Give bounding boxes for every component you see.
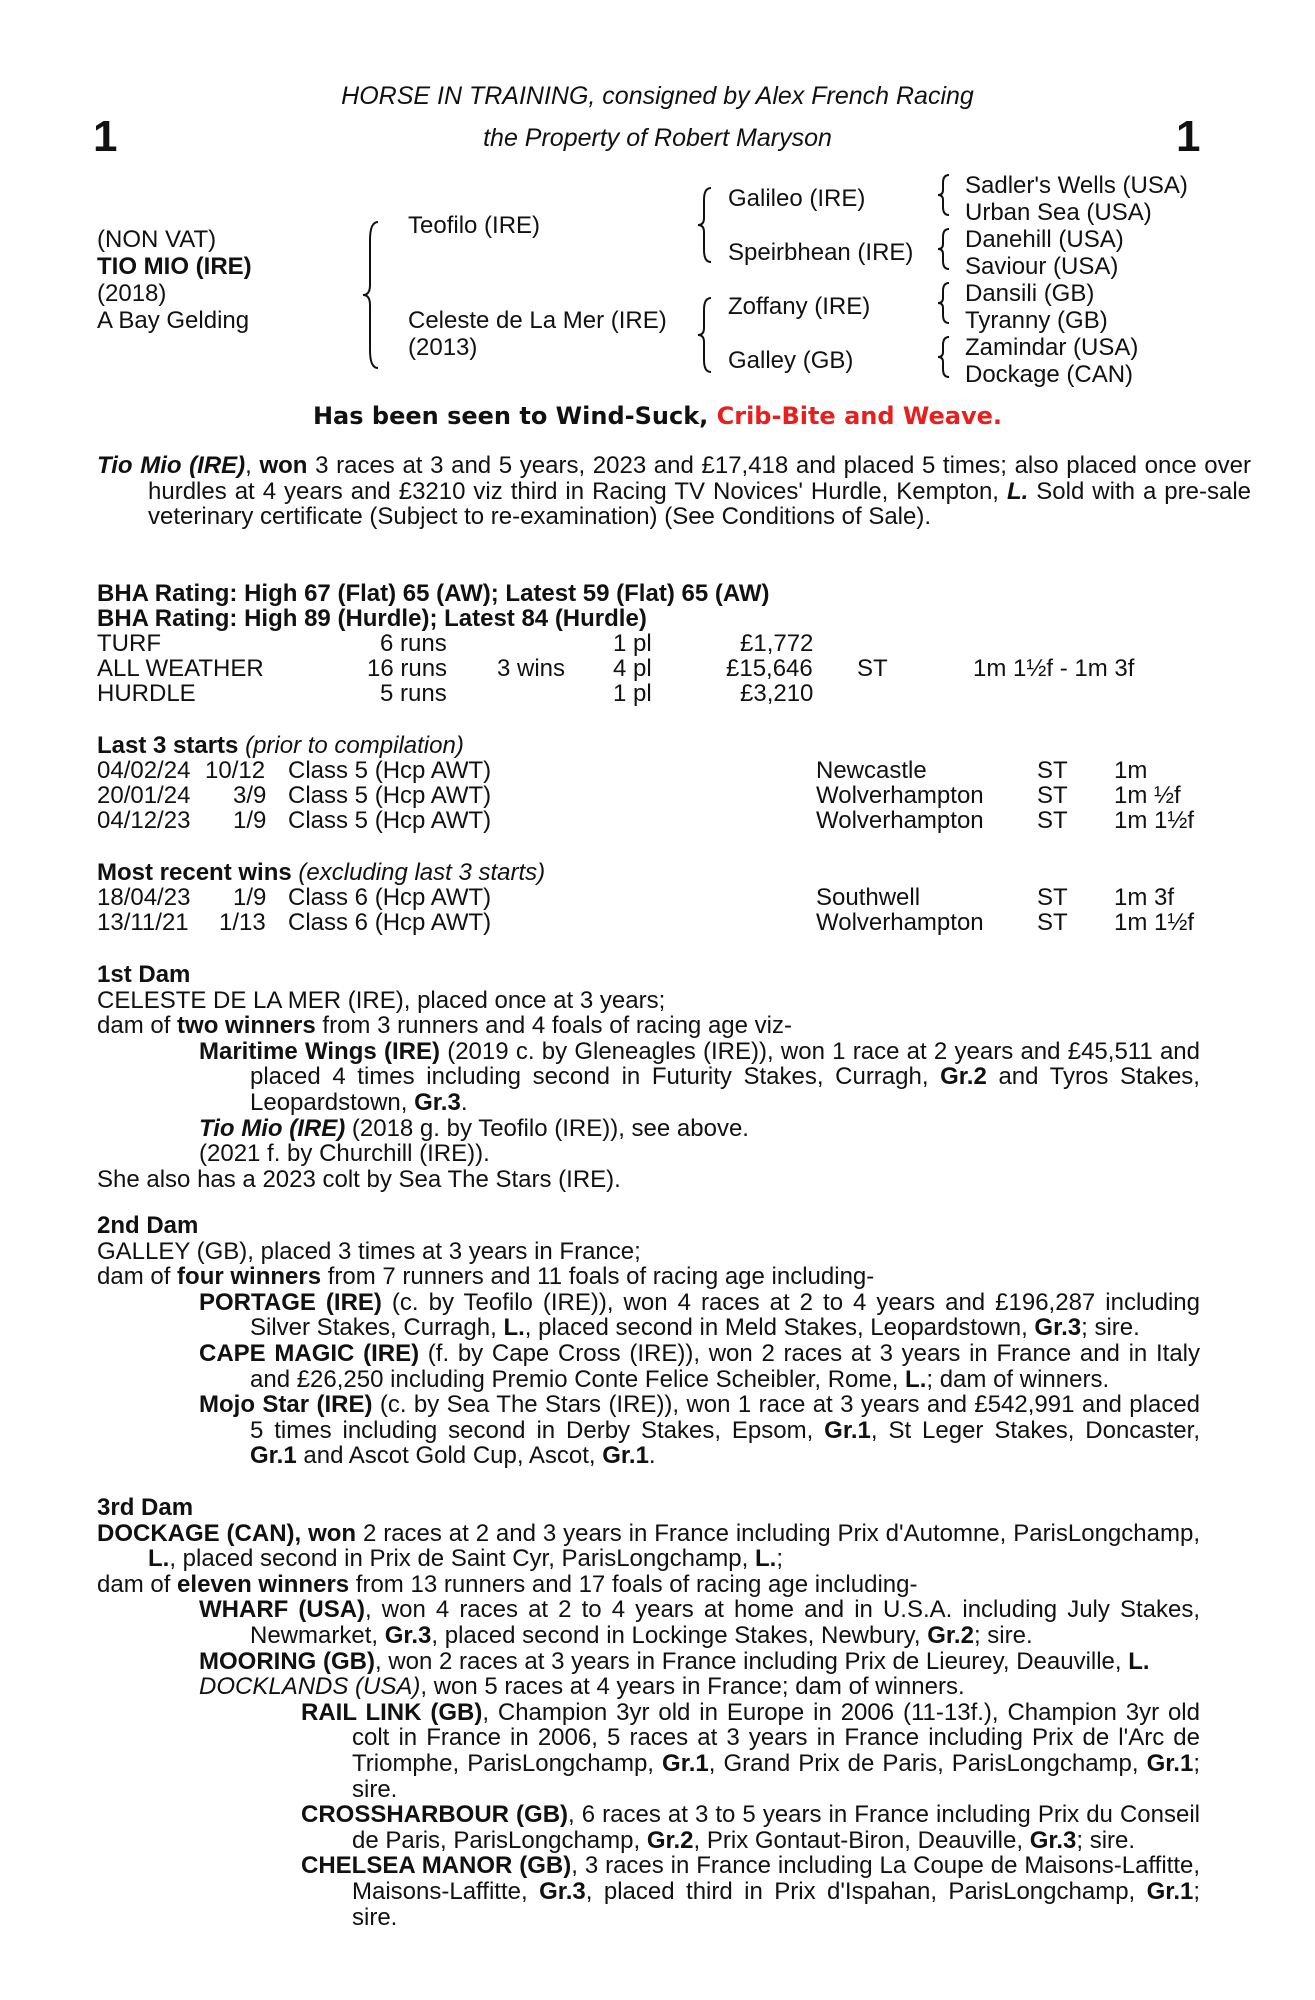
progeny-maritime-wings: Maritime Wings (IRE) (2019 c. by Gleneagles (IRE)), won 1 race at 2 years and £45,511 and placed 4 times including second in Futurity Stakes, Curragh, Gr.2 and Tyros Stakes, Leopardstown, Gr.3.: [199, 1037, 1200, 1116]
progeny-tio-mio: Tio Mio (IRE) (2018 g. by Teofilo (IRE)), see above.: [199, 1114, 749, 1142]
third-dam-line: DOCKAGE (CAN), won 2 races at 2 and 3 years in France including Prix d'Automne, ParisLongchamp, L., placed second in Prix de Saint Cyr, ParisLongchamp, L.;: [97, 1519, 1200, 1573]
gen3-8: Dockage (CAN): [965, 361, 1134, 388]
gs-brace-2: [935, 224, 957, 274]
gs-brace-3: [935, 278, 957, 328]
position: 1/9: [233, 807, 267, 834]
first-dam-title: 1st Dam: [97, 961, 191, 988]
progeny-mojo-star: Mojo Star (IRE) (c. by Sea The Stars (IRE)), won 1 race at 3 years and £542,991 and placed 5 times including second in Derby Stakes, Epsom, Gr.1, St Leger Stakes, Doncaster, Gr.1 and Ascot Gold Cup, Ascot, Gr.1.: [199, 1391, 1201, 1470]
second-dam-produce: dam of four winners from 7 runners and 11 foals of racing age including-: [97, 1263, 875, 1291]
horse-name: TIO MIO (IRE): [97, 253, 252, 280]
going: ST: [857, 655, 888, 682]
date: 04/02/24: [97, 757, 191, 784]
horse-year: (2018): [97, 280, 167, 307]
gs-brace-1: [935, 170, 957, 220]
distance: 1m 1½f: [1114, 909, 1195, 936]
first-dam-colt: She also has a 2023 colt by Sea The Stars (IRE).: [97, 1165, 621, 1193]
consignor-line: HORSE IN TRAINING, consigned by Alex French Racing: [341, 82, 974, 110]
recent-title: Most recent wins: [97, 859, 292, 886]
gen3-5: Dansili (GB): [965, 280, 1095, 307]
vice-warning-red: Crib-Bite and Weave.: [716, 402, 1003, 430]
progeny-2021: (2021 f. by Churchill (IRE)).: [199, 1140, 490, 1168]
vice-warning: [0, 402, 1315, 430]
course: Newcastle: [816, 757, 927, 784]
progeny-portage: PORTAGE (IRE) (c. by Teofilo (IRE)), won 4 races at 2 to 4 years and £196,287 including Silver Stakes, Curragh, L., placed second in Meld Stakes, Leopardstown, Gr.3; sire.: [199, 1288, 1201, 1342]
going: ST: [1037, 757, 1068, 784]
property-line: the Property of Robert Maryson: [483, 124, 832, 152]
race: Class 6 (Hcp AWT): [288, 909, 492, 936]
first-dam-section: [97, 962, 1200, 1192]
runs: 16 runs: [367, 655, 448, 682]
summary-text: 3 races at 3 and 5 years, 2023 and £17,418 and placed 5 times; also placed once over hurdles at 4 years and £3210 viz third in Racing TV Novices' Hurdle, Kempton,: [148, 452, 1251, 505]
first-dam-produce: dam of two winners from 3 runners and 4 foals of racing age viz-: [97, 1012, 792, 1040]
dam-dam: Galley (GB): [728, 347, 854, 374]
race-summary: Tio Mio (IRE), won 3 races at 3 and 5 years, 2023 and £17,418 and placed 5 times; also placed once over hurdles at 4 years and £3210 viz third in Racing TV Novices' Hurdle, Kempton, L. Sold with a pre-sale veterinary certificate (Subject to re-examination) (See Conditions of Sale).: [97, 452, 1251, 531]
dam-year: (2013): [408, 334, 478, 361]
gen3-6: Tyranny (GB): [965, 307, 1108, 334]
date: 13/11/21: [97, 909, 189, 936]
course: Wolverhampton: [816, 909, 984, 936]
dam-brace: [695, 290, 719, 380]
race: Class 5 (Hcp AWT): [288, 782, 492, 809]
third-dam-produce: dam of eleven winners from 13 runners and 17 foals of racing age including-: [97, 1570, 918, 1598]
placed: 4 pl: [613, 655, 652, 682]
progeny-crossharbour: CROSSHARBOUR (GB), 6 races at 3 to 5 years in France including Prix du Conseil de Paris, ParisLongchamp, Gr.2, Prix Gontaut-Biron, Deauville, Gr.3; sire.: [301, 1801, 1200, 1854]
date: 20/01/24: [97, 782, 191, 809]
position: 3/9: [233, 782, 267, 809]
vice-warning-text: Has been seen to Wind-Suck,: [312, 402, 709, 430]
last3-note: (prior to compilation): [245, 732, 464, 759]
sire-brace: [695, 180, 719, 270]
runs: 6 runs: [380, 630, 447, 657]
surface: TURF: [97, 630, 161, 657]
first-dam-line: CELESTE DE LA MER (IRE), placed once at 3 years;: [97, 986, 666, 1014]
second-dam-line: GALLEY (GB), placed 3 times at 3 years in France;: [97, 1237, 641, 1265]
summary-grade: L.: [1006, 477, 1029, 505]
distance: 1m 3f: [1114, 884, 1175, 911]
second-dam-section: [97, 1213, 1200, 1469]
going: ST: [1037, 782, 1068, 809]
surface: ALL WEATHER: [97, 655, 264, 682]
lot-number-right: 1: [1176, 112, 1201, 161]
distance: 1m 1½f - 1m 3f: [973, 655, 1135, 682]
last3-title: Last 3 starts: [97, 732, 239, 759]
gs-brace-4: [935, 332, 957, 382]
position: 10/12: [205, 757, 266, 784]
summary-won: won: [259, 452, 308, 479]
lot-number-left: 1: [93, 112, 118, 161]
dam: Celeste de La Mer (IRE): [408, 307, 667, 334]
distance: 1m 1½f: [1114, 807, 1195, 834]
progeny-rail-link: RAIL LINK (GB), Champion 3yr old in Europe in 2006 (11-13f.), Champion 3yr old colt in France in 2006, 5 races at 3 years in France including Prix de l'Arc de Triomphe, ParisLongchamp, Gr.1, Grand Prix de Paris, ParisLongchamp, Gr.1; sire.: [301, 1698, 1200, 1803]
sire-sire: Galileo (IRE): [728, 185, 866, 212]
distance: 1m: [1114, 757, 1148, 784]
gen3-1: Sadler's Wells (USA): [965, 172, 1188, 199]
rating-flat: BHA Rating: High 67 (Flat) 65 (AW); Latest 59 (Flat) 65 (AW): [97, 580, 770, 607]
gen3-4: Saviour (USA): [965, 253, 1119, 280]
recent-heading: [97, 859, 545, 887]
recent-note: (excluding last 3 starts): [298, 859, 546, 886]
rating-hurdle: BHA Rating: High 89 (Hurdle); Latest 84 (Hurdle): [97, 605, 647, 632]
placed: 1 pl: [613, 630, 652, 657]
placed: 1 pl: [613, 680, 652, 707]
gen3-7: Zamindar (USA): [965, 334, 1139, 361]
race: Class 6 (Hcp AWT): [288, 884, 492, 911]
sire-dam: Speirbhean (IRE): [728, 239, 914, 266]
sire: Teofilo (IRE): [408, 212, 541, 239]
course: Wolverhampton: [816, 782, 984, 809]
wins: 3 wins: [497, 655, 566, 682]
date: 18/04/23: [97, 884, 191, 911]
prize: £1,772: [740, 630, 814, 657]
summary-horse-name: Tio Mio (IRE): [97, 452, 246, 479]
third-dam-title: 3rd Dam: [97, 1494, 194, 1521]
date: 04/12/23: [97, 807, 191, 834]
progeny-wharf: WHARF (USA), won 4 races at 2 to 4 years at home and in U.S.A. including July Stakes, Newmarket, Gr.3, placed second in Lockinge Stakes, Newbury, Gr.2; sire.: [199, 1596, 1200, 1649]
third-dam-section: [97, 1495, 1200, 1930]
progeny-mooring: MOORING (GB), won 2 races at 3 years in France including Prix de Lieurey, Deauville, L.: [199, 1647, 1150, 1675]
course: Southwell: [816, 884, 921, 911]
course: Wolverhampton: [816, 807, 984, 834]
gen3-2: Urban Sea (USA): [965, 199, 1152, 226]
race: Class 5 (Hcp AWT): [288, 757, 492, 784]
going: ST: [1037, 807, 1068, 834]
surface: HURDLE: [97, 680, 196, 707]
race: Class 5 (Hcp AWT): [288, 807, 492, 834]
runs: 5 runs: [380, 680, 447, 707]
progeny-chelsea-manor: CHELSEA MANOR (GB), 3 races in France including La Coupe de Maisons-Laffitte, Maisons-Laffitte, Gr.3, placed third in Prix d'Ispahan, ParisLongchamp, Gr.1; sire.: [301, 1852, 1201, 1931]
vat-status: (NON VAT): [97, 226, 217, 253]
horse-description: A Bay Gelding: [97, 307, 250, 334]
prize: £15,646: [726, 655, 813, 682]
summary-text2: Sold with a pre-sale veterinary certificate (Subject to re-examination) (See Conditions of Sale).: [148, 477, 1251, 531]
position: 1/13: [219, 909, 266, 936]
last3-heading: [97, 732, 464, 760]
going: ST: [1037, 884, 1068, 911]
position: 1/9: [233, 884, 267, 911]
distance: 1m ½f: [1114, 782, 1181, 809]
sire-dam-brace: [360, 210, 390, 380]
prize: £3,210: [740, 680, 814, 707]
going: ST: [1037, 909, 1068, 936]
gen3-3: Danehill (USA): [965, 226, 1124, 253]
second-dam-title: 2nd Dam: [97, 1212, 199, 1239]
progeny-docklands: DOCKLANDS (USA), won 5 races at 4 years in France; dam of winners.: [199, 1673, 965, 1701]
progeny-cape-magic: CAPE MAGIC (IRE) (f. by Cape Cross (IRE)), won 2 races at 3 years in France and in Italy and £26,250 including Premio Conte Felice Scheibler, Rome, L.; dam of winners.: [199, 1339, 1201, 1393]
dam-sire: Zoffany (IRE): [728, 293, 871, 320]
